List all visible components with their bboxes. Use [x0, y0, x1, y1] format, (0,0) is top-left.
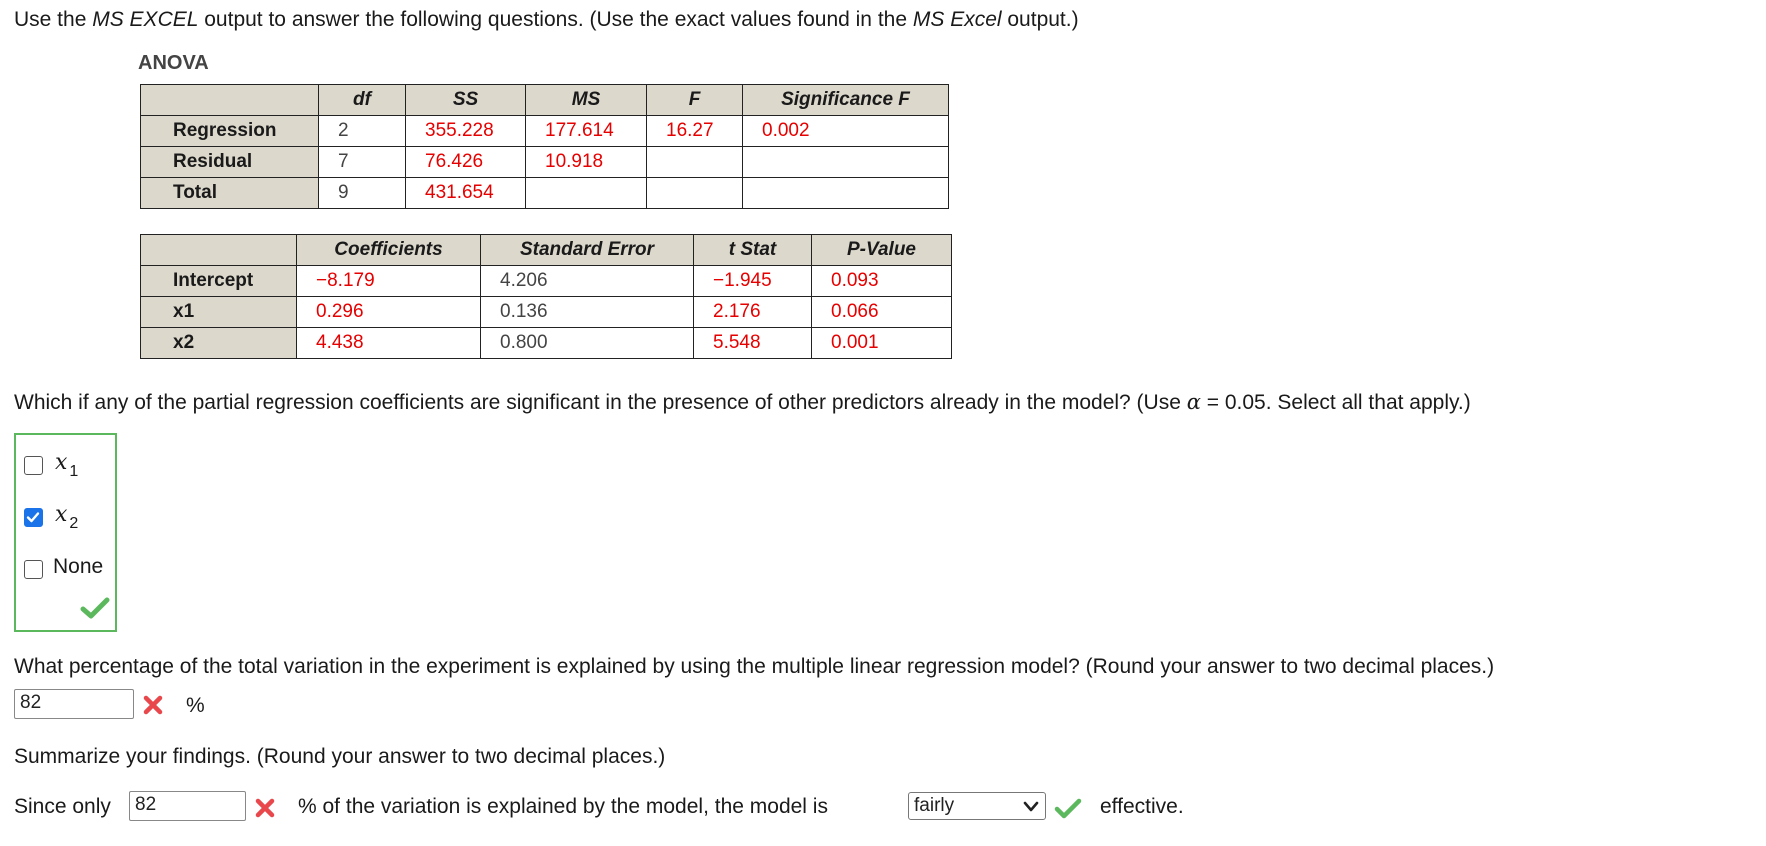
coef-cell-coefficient: 4.438: [297, 328, 481, 359]
effectiveness-select[interactable]: [908, 792, 1046, 820]
coef-corner-cell: [141, 235, 297, 266]
green-check-icon: [80, 596, 110, 620]
coef-row-label: x1: [141, 297, 297, 328]
anova-header-sigf: Significance F: [743, 85, 949, 116]
summary-answer-input[interactable]: 82: [129, 791, 246, 821]
coef-cell-tstat: 2.176: [694, 297, 812, 328]
anova-cell-sigf: [743, 178, 949, 209]
anova-corner-cell: [141, 85, 319, 116]
red-x-icon: [142, 694, 164, 716]
anova-cell-ss: 76.426: [406, 147, 526, 178]
anova-cell-df: 2: [319, 116, 406, 147]
summary-middle-text: % of the variation is explained by the model, the model is: [298, 795, 828, 818]
summary-suffix-text: effective.: [1100, 795, 1184, 818]
anova-cell-ss: 355.228: [406, 116, 526, 147]
coef-row-label: x2: [141, 328, 297, 359]
coef-row-x2: [141, 328, 952, 359]
anova-cell-df: 9: [319, 178, 406, 209]
coef-cell-coefficient: −8.179: [297, 266, 481, 297]
answer-group-significance: [14, 433, 117, 632]
coefficients-table: [140, 234, 952, 359]
anova-cell-f: [647, 147, 743, 178]
anova-table: [140, 84, 949, 209]
coef-cell-stderr: 0.136: [481, 297, 694, 328]
question-significance: Which if any of the partial regression coefficients are significant in the presence of other predictors already in the model? (Use α = 0.05. Select all that apply.): [14, 390, 1471, 414]
summary-prefix-text: Since only: [14, 795, 111, 818]
coef-cell-coefficient: 0.296: [297, 297, 481, 328]
coef-cell-pvalue: 0.066: [812, 297, 952, 328]
question-percentage: What percentage of the total variation in the experiment is explained by using the multiple linear regression model? (Round your answer to two decimal places.): [14, 655, 1495, 678]
anova-header-df: df: [319, 85, 406, 116]
coef-header-pvalue: P-Value: [812, 235, 952, 266]
option-label-x2: x 2: [55, 502, 79, 532]
anova-header-f: F: [647, 85, 743, 116]
anova-row-label: Residual: [141, 147, 319, 178]
effectiveness-select-value: fairly: [914, 795, 955, 816]
anova-row-residual: [141, 147, 949, 178]
checkbox-x1[interactable]: [24, 456, 43, 475]
question-summarize: Summarize your findings. (Round your answer to two decimal places.): [14, 745, 666, 768]
chevron-down-icon: [1023, 801, 1039, 813]
anova-cell-ms: 177.614: [526, 116, 647, 147]
anova-row-regression: [141, 116, 949, 147]
anova-header-row: [141, 85, 949, 116]
anova-header-ms: MS: [526, 85, 647, 116]
coef-header-row: [141, 235, 952, 266]
checkmark-icon: [26, 510, 40, 524]
percentage-answer-input[interactable]: 82: [14, 689, 134, 719]
anova-cell-df: 7: [319, 147, 406, 178]
anova-cell-ms: [526, 178, 647, 209]
anova-title: ANOVA: [138, 52, 209, 74]
checkbox-x2[interactable]: [24, 508, 43, 527]
anova-row-total: [141, 178, 949, 209]
option-label-x1: x 1: [55, 450, 79, 480]
anova-cell-ss: 431.654: [406, 178, 526, 209]
anova-row-label: Total: [141, 178, 319, 209]
coef-header-tstat: t Stat: [694, 235, 812, 266]
anova-cell-f: [647, 178, 743, 209]
percent-unit-label: %: [186, 694, 205, 717]
coef-row-label: Intercept: [141, 266, 297, 297]
anova-row-label: Regression: [141, 116, 319, 147]
coef-row-intercept: [141, 266, 952, 297]
anova-header-ss: SS: [406, 85, 526, 116]
coef-cell-tstat: 5.548: [694, 328, 812, 359]
coef-cell-stderr: 0.800: [481, 328, 694, 359]
coef-cell-pvalue: 0.093: [812, 266, 952, 297]
coef-cell-stderr: 4.206: [481, 266, 694, 297]
green-check-icon: [1054, 797, 1082, 819]
intro-text: Use the MS EXCEL output to answer the following questions. (Use the exact values found in the MS Excel output.): [14, 8, 1079, 31]
coef-cell-pvalue: 0.001: [812, 328, 952, 359]
anova-cell-sigf: [743, 147, 949, 178]
coef-header-stderr: Standard Error: [481, 235, 694, 266]
coef-cell-tstat: −1.945: [694, 266, 812, 297]
coef-header-coefficients: Coefficients: [297, 235, 481, 266]
checkbox-none[interactable]: [24, 560, 43, 579]
option-label-none: None: [53, 555, 104, 578]
red-x-icon: [254, 797, 276, 819]
coef-row-x1: [141, 297, 952, 328]
anova-cell-sigf: 0.002: [743, 116, 949, 147]
anova-cell-ms: 10.918: [526, 147, 647, 178]
anova-cell-f: 16.27: [647, 116, 743, 147]
